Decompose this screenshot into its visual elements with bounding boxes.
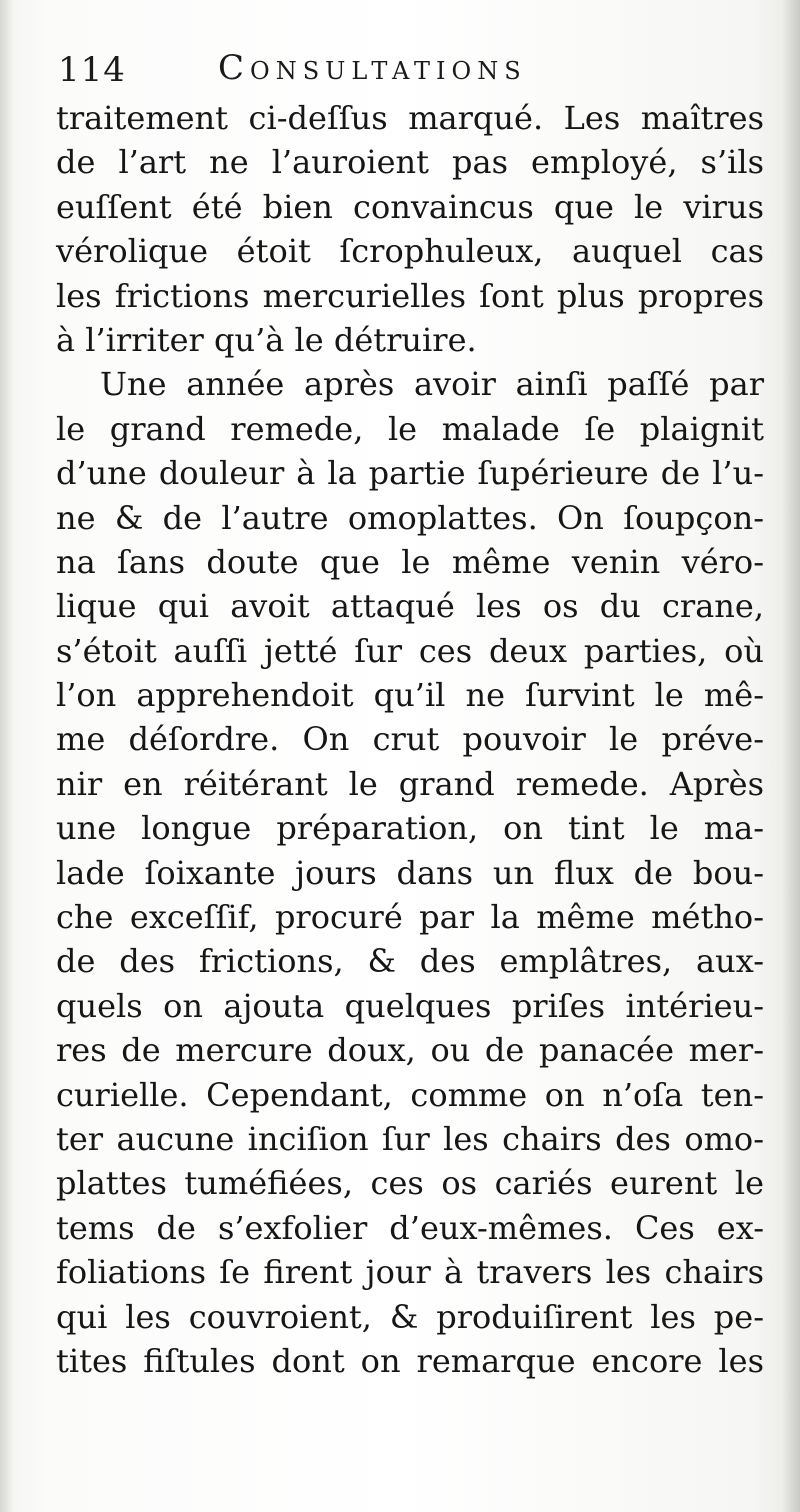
- text-line: de des frictions, & des emplâtres, aux-: [56, 942, 764, 981]
- page-header: [58, 46, 618, 96]
- running-head: Consultations: [218, 48, 527, 88]
- body-text: [56, 96, 764, 1383]
- text-line: me déſordre. On crut pouvoir le préve-: [56, 720, 764, 759]
- page-edge-shadow: [782, 0, 800, 1512]
- text-line: plattes tuméfiées, ces os cariés eurent le: [56, 1164, 764, 1203]
- spine-shadow: [0, 0, 14, 1512]
- text-line: qui les couvroient, & produiſirent les pe-: [56, 1297, 764, 1336]
- text-line: tems de s’exfolier d’eux-mêmes. Ces ex-: [56, 1208, 764, 1247]
- text-line: res de mercure doux, ou de panacée mer-: [56, 1031, 764, 1070]
- text-line: curielle. Cependant, comme on n’oſa ten-: [56, 1075, 764, 1114]
- paragraph-start-line: Une année après avoir ainſi paſſé par: [100, 365, 764, 404]
- text-line: foliations ſe firent jour à travers les chairs: [56, 1253, 764, 1292]
- text-line: les frictions mercurielles ſont plus propres: [56, 276, 764, 315]
- text-line: lade ſoixante jours dans un flux de bou-: [56, 853, 764, 892]
- text-line: lique qui avoit attaqué les os du crane,: [56, 587, 764, 626]
- text-line: d’une douleur à la partie ſupérieure de l’u-: [56, 454, 764, 493]
- text-line: quels on ajouta quelques priſes intérieu-: [56, 986, 764, 1025]
- text-line: une longue préparation, on tint le ma-: [56, 809, 764, 848]
- text-line: à l’irriter qu’à le détruire.: [56, 320, 477, 359]
- text-line: traitement ci-deſſus marqué. Les maîtres: [56, 99, 764, 137]
- text-line: che exceſſif, procuré par la même métho-: [56, 898, 764, 937]
- page-number: 114: [58, 50, 126, 90]
- text-line: euſſent été bien convaincus que le virus: [56, 187, 764, 226]
- text-line: l’on apprehendoit qu’il ne ſurvint le mê-: [56, 676, 764, 715]
- text-line: na ſans doute que le même venin véro-: [56, 542, 764, 581]
- text-line: de l’art ne l’auroient pas employé, s’ils: [56, 143, 764, 182]
- text-line: s’étoit auſſi jetté ſur ces deux parties, où: [56, 631, 764, 670]
- text-line: tites fiſtules dont on remarque encore les: [56, 1341, 764, 1380]
- text-line: nir en réitérant le grand remede. Après: [56, 764, 764, 803]
- text-line: le grand remede, le malade ſe plaignit: [56, 409, 764, 448]
- text-line: ne & de l’autre omoplattes. On ſoupçon-: [56, 498, 764, 537]
- text-line: vérolique étoit ſcrophuleux, auquel cas: [56, 232, 764, 271]
- text-line: ter aucune inciſion ſur les chairs des omo-: [56, 1119, 764, 1158]
